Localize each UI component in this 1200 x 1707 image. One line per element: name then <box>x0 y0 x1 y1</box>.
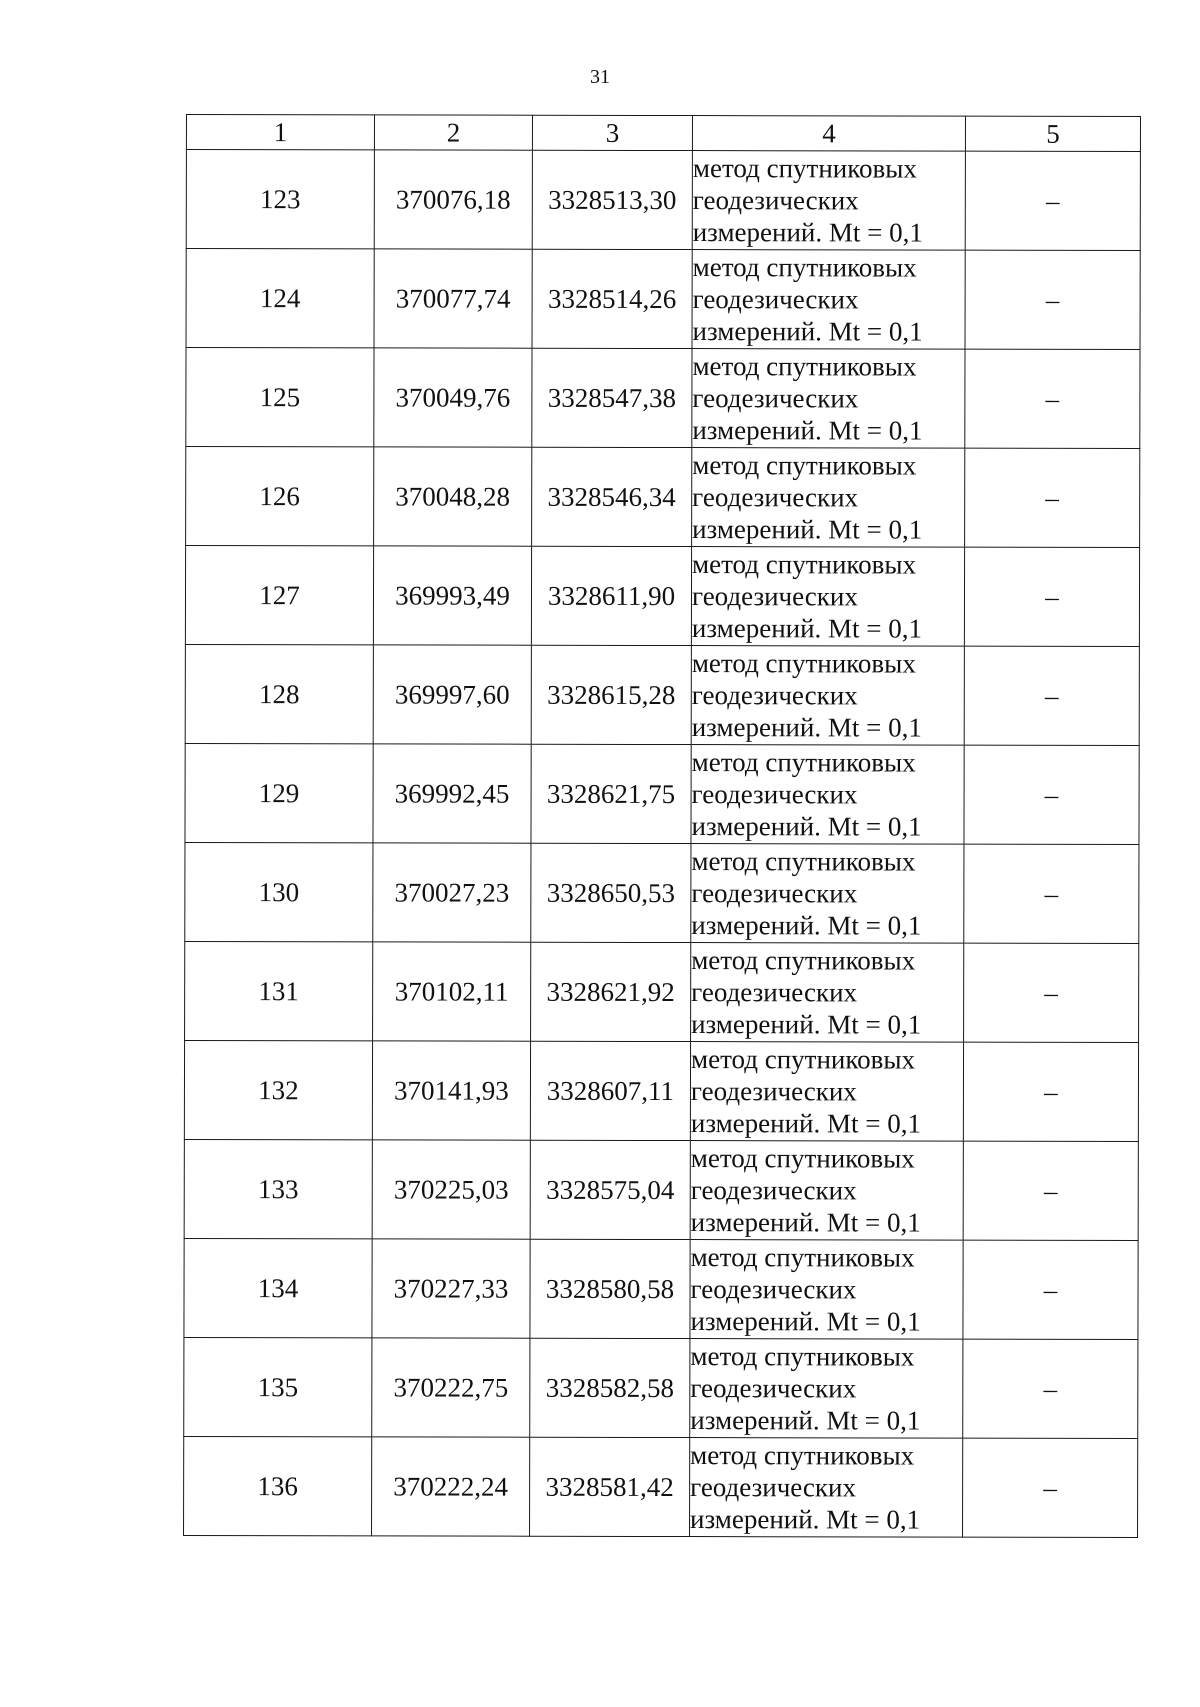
method-description <box>690 1438 963 1538</box>
coordinate-x: 370225,03 <box>372 1140 530 1239</box>
table-row <box>185 546 1139 647</box>
coordinate-y: 3328575,04 <box>530 1140 690 1239</box>
method-line: метод спутниковых <box>692 252 917 283</box>
table-row <box>184 1040 1138 1141</box>
note-dash: – <box>963 1438 1138 1537</box>
method-line: геодезических <box>691 977 858 1008</box>
method-line: геодезических <box>691 581 858 612</box>
point-number: 133 <box>184 1139 372 1238</box>
note-dash: – <box>964 844 1139 943</box>
point-number: 131 <box>185 941 373 1040</box>
method-line: метод спутниковых <box>691 648 916 679</box>
coordinate-x: 370048,28 <box>374 447 532 546</box>
coordinate-x: 370049,76 <box>374 348 532 447</box>
point-number: 135 <box>184 1337 372 1436</box>
coordinate-x: 370102,11 <box>373 942 531 1041</box>
coordinate-x: 370222,24 <box>372 1437 530 1536</box>
table-row <box>186 447 1140 548</box>
method-line: геодезических <box>691 779 858 810</box>
point-number: 134 <box>184 1238 372 1337</box>
note-dash: – <box>963 1240 1138 1339</box>
point-number: 124 <box>186 249 374 348</box>
column-header-3: 3 <box>532 115 692 150</box>
method-line: метод спутниковых <box>692 549 917 580</box>
method-line: измерений. Mt = 0,1 <box>690 1207 921 1238</box>
method-description <box>691 646 964 746</box>
coordinate-x: 370027,23 <box>373 843 531 942</box>
coordinates-table <box>183 114 1141 1538</box>
method-line: метод спутниковых <box>691 945 916 976</box>
note-dash: – <box>965 250 1140 349</box>
point-number: 127 <box>185 546 373 645</box>
method-line: метод спутниковых <box>690 1143 915 1174</box>
page-number: 31 <box>590 66 610 88</box>
note-dash: – <box>964 646 1139 745</box>
note-dash: – <box>964 943 1139 1042</box>
method-line: измерений. Mt = 0,1 <box>690 1504 921 1535</box>
point-number: 125 <box>186 348 374 447</box>
coordinate-y: 3328581,42 <box>530 1437 690 1536</box>
method-line: измерений. Mt = 0,1 <box>690 1108 922 1139</box>
table-row <box>184 1436 1138 1537</box>
method-description <box>690 1240 963 1340</box>
note-dash: – <box>965 151 1140 250</box>
point-number: 132 <box>184 1040 372 1139</box>
method-description <box>692 151 965 251</box>
note-dash: – <box>964 547 1139 646</box>
note-dash: – <box>963 1339 1138 1438</box>
method-line: метод спутниковых <box>692 153 917 184</box>
method-line: геодезических <box>691 878 858 909</box>
table-row <box>185 842 1139 943</box>
method-line: геодезических <box>692 383 859 414</box>
method-description <box>690 1042 963 1142</box>
method-line: измерений. Mt = 0,1 <box>692 415 923 446</box>
method-line: измерений. Mt = 0,1 <box>691 613 923 644</box>
point-number: 123 <box>186 150 374 249</box>
method-line: измерений. Mt = 0,1 <box>691 1009 922 1040</box>
method-line: измерений. Mt = 0,1 <box>692 514 923 545</box>
coordinate-x: 369992,45 <box>373 744 531 843</box>
coordinate-y: 3328513,30 <box>532 150 692 249</box>
note-dash: – <box>963 1141 1138 1240</box>
note-dash: – <box>963 1042 1138 1141</box>
table-row <box>186 150 1140 251</box>
method-line: измерений. Mt = 0,1 <box>691 910 922 941</box>
note-dash: – <box>965 448 1140 547</box>
method-line: геодезических <box>692 185 859 216</box>
coordinate-y: 3328547,38 <box>532 348 692 447</box>
method-line: геодезических <box>690 1076 857 1107</box>
method-line: метод спутниковых <box>690 1242 915 1273</box>
method-description <box>691 745 964 845</box>
coordinate-y: 3328621,75 <box>531 744 691 843</box>
point-number: 126 <box>186 447 374 546</box>
table-header <box>186 115 1140 152</box>
method-line: метод спутниковых <box>692 450 917 481</box>
header-row <box>186 115 1140 152</box>
method-line: геодезических <box>690 1472 857 1503</box>
method-description <box>690 1141 963 1241</box>
method-line: измерений. Mt = 0,1 <box>692 316 923 347</box>
table-body <box>184 150 1141 1538</box>
coordinate-y: 3328582,58 <box>530 1338 690 1437</box>
method-description <box>690 1339 963 1439</box>
method-line: геодезических <box>690 1274 857 1305</box>
point-number: 128 <box>185 644 373 743</box>
method-line: измерений. Mt = 0,1 <box>690 1306 921 1337</box>
coordinate-y: 3328615,28 <box>531 645 691 744</box>
point-number: 130 <box>185 842 373 941</box>
method-description <box>691 943 964 1043</box>
method-line: геодезических <box>692 482 859 513</box>
method-description <box>692 250 965 350</box>
coordinate-x: 369993,49 <box>373 546 531 645</box>
coordinate-y: 3328621,92 <box>531 942 691 1041</box>
method-line: метод спутниковых <box>691 747 916 778</box>
table-row <box>184 1238 1138 1339</box>
method-line: метод спутниковых <box>690 1440 915 1471</box>
coordinate-x: 370077,74 <box>374 249 532 348</box>
coordinate-x: 370141,93 <box>372 1041 530 1140</box>
coordinate-y: 3328546,34 <box>532 447 692 546</box>
coordinate-y: 3328607,11 <box>530 1041 690 1140</box>
note-dash: – <box>965 349 1140 448</box>
coordinate-y: 3328611,90 <box>531 546 691 645</box>
column-header-5: 5 <box>965 116 1140 151</box>
table-row <box>185 941 1139 1042</box>
method-line: геодезических <box>690 1373 857 1404</box>
method-description <box>692 448 965 548</box>
coordinate-x: 370076,18 <box>374 150 532 249</box>
table-row <box>185 644 1139 745</box>
method-description <box>691 844 964 944</box>
table-row <box>184 1337 1138 1438</box>
table-row <box>184 1139 1138 1240</box>
note-dash: – <box>964 745 1139 844</box>
method-line: геодезических <box>690 1175 857 1206</box>
table-row <box>186 249 1140 350</box>
method-description <box>692 349 965 449</box>
column-header-2: 2 <box>374 115 532 150</box>
point-number: 129 <box>185 743 373 842</box>
method-line: геодезических <box>691 680 858 711</box>
coordinate-y: 3328650,53 <box>531 843 691 942</box>
method-line: измерений. Mt = 0,1 <box>690 1405 921 1436</box>
point-number: 136 <box>184 1436 372 1535</box>
method-line: геодезических <box>692 284 859 315</box>
table-row <box>185 743 1139 844</box>
method-line: метод спутниковых <box>690 1044 916 1075</box>
method-description <box>691 547 964 647</box>
method-line: метод спутниковых <box>692 351 917 382</box>
method-line: метод спутниковых <box>691 846 916 877</box>
coordinate-y: 3328580,58 <box>530 1239 690 1338</box>
column-header-1: 1 <box>186 115 374 150</box>
method-line: измерений. Mt = 0,1 <box>691 811 922 842</box>
method-line: метод спутниковых <box>690 1341 915 1372</box>
coordinate-y: 3328514,26 <box>532 249 692 348</box>
coordinate-x: 370222,75 <box>372 1338 530 1437</box>
table-row <box>186 348 1140 449</box>
column-header-4: 4 <box>692 116 965 152</box>
coordinate-x: 369997,60 <box>373 645 531 744</box>
method-line: измерений. Mt = 0,1 <box>691 712 922 743</box>
method-line: измерений. Mt = 0,1 <box>692 217 923 248</box>
coordinate-x: 370227,33 <box>372 1239 530 1338</box>
